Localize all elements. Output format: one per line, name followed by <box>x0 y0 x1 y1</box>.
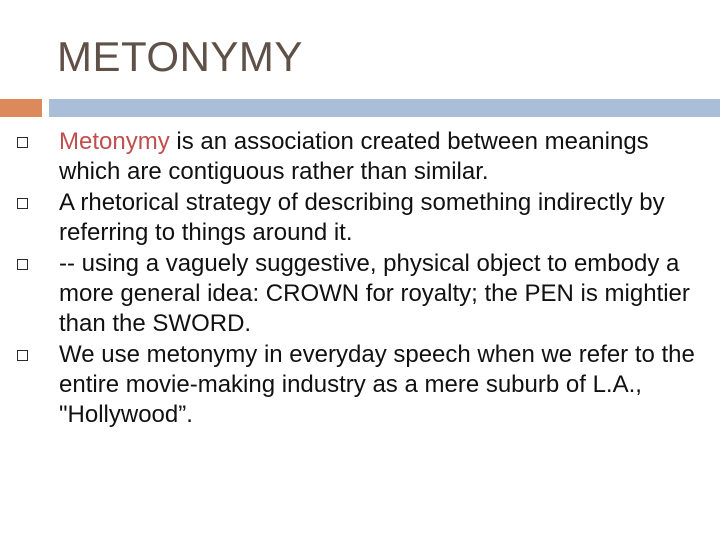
slide-title: METONYMY <box>57 33 303 80</box>
title-accent-bar <box>0 99 42 117</box>
bullet-item <box>0 127 720 187</box>
title-divider-bar <box>49 99 720 117</box>
bullet-text: is an association created between meanings which are contiguous rather than similar. <box>59 128 649 185</box>
checkbox-icon <box>17 137 28 148</box>
checkbox-icon <box>17 198 28 209</box>
bullet-text: We use metonymy in everyday speech when we refer to the entire movie-making industry as a mere suburb of L.A., "Hollywood”. <box>59 341 695 428</box>
bullet-item <box>0 249 720 339</box>
bullet-list <box>0 127 720 431</box>
bullet-item <box>0 188 720 248</box>
bullet-text: A rhetorical strategy of describing something indirectly by referring to things around it. <box>59 189 665 246</box>
highlighted-term: Metonymy <box>59 128 170 155</box>
checkbox-icon <box>17 259 28 270</box>
bullet-item <box>0 340 720 430</box>
checkbox-icon <box>17 350 28 361</box>
bullet-text: -- using a vaguely suggestive, physical object to embody a more general idea: CROWN for royalty; the PEN is mightier than the SWORD. <box>59 250 690 337</box>
